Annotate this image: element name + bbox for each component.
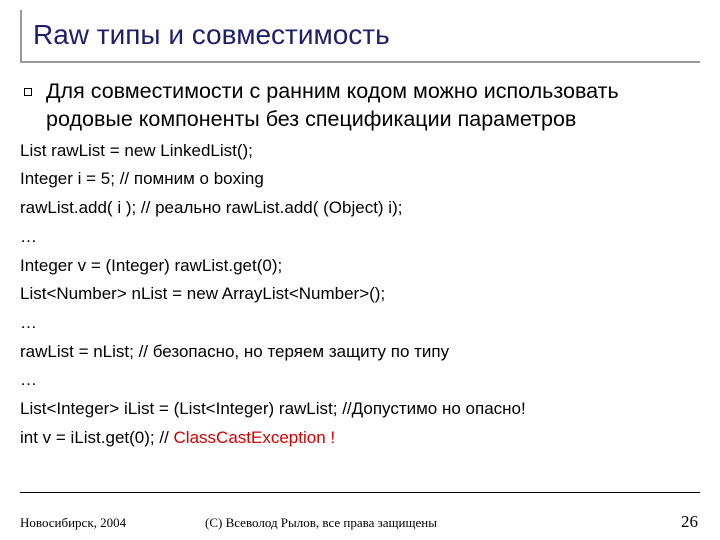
title-underline [20, 61, 700, 63]
code-line-1: List rawList = new LinkedList(); [20, 141, 253, 160]
footer-copyright: (С) Всеволод Рылов, все права защищены [205, 515, 437, 530]
code-line-7: … [20, 313, 37, 332]
footer-rule [20, 492, 700, 493]
code-line-6: List<Number> nList = new ArrayList<Number>(); [20, 284, 386, 303]
bullet-text [46, 77, 706, 133]
code-line-2: Integer i = 5; // помним о boxing [20, 169, 264, 188]
code-line-10: List<Integer> iList = (List<Integer) rawList; //Допустимо но опасно! [20, 399, 526, 418]
code-line-3: rawList.add( i ); // реально rawList.add( (Object) i); [20, 198, 403, 217]
footer-city-year: Новосибирск, 2004 [20, 515, 127, 530]
title-vertical-rule [20, 10, 22, 62]
bullet-line-2: родовые компоненты без спецификации параметров [46, 107, 577, 131]
code-line-5: Integer v = (Integer) rawList.get(0); [20, 256, 283, 275]
bullet-line-1: Для совместимости с ранним кодом можно использовать [46, 79, 619, 103]
code-line-11 [20, 428, 335, 448]
code-line-8: rawList = nList; // безопасно, но теряем защиту по типу [20, 342, 450, 361]
exception-text: ClassCastException ! [173, 428, 336, 447]
code-line-11-text: int v = iList.get(0); // [20, 428, 174, 447]
code-line-4: … [20, 227, 37, 246]
square-bullet-icon [24, 88, 32, 96]
page-number: 26 [681, 512, 698, 531]
code-line-9: … [20, 370, 37, 389]
slide-title: Raw типы и совместимость [33, 19, 390, 50]
